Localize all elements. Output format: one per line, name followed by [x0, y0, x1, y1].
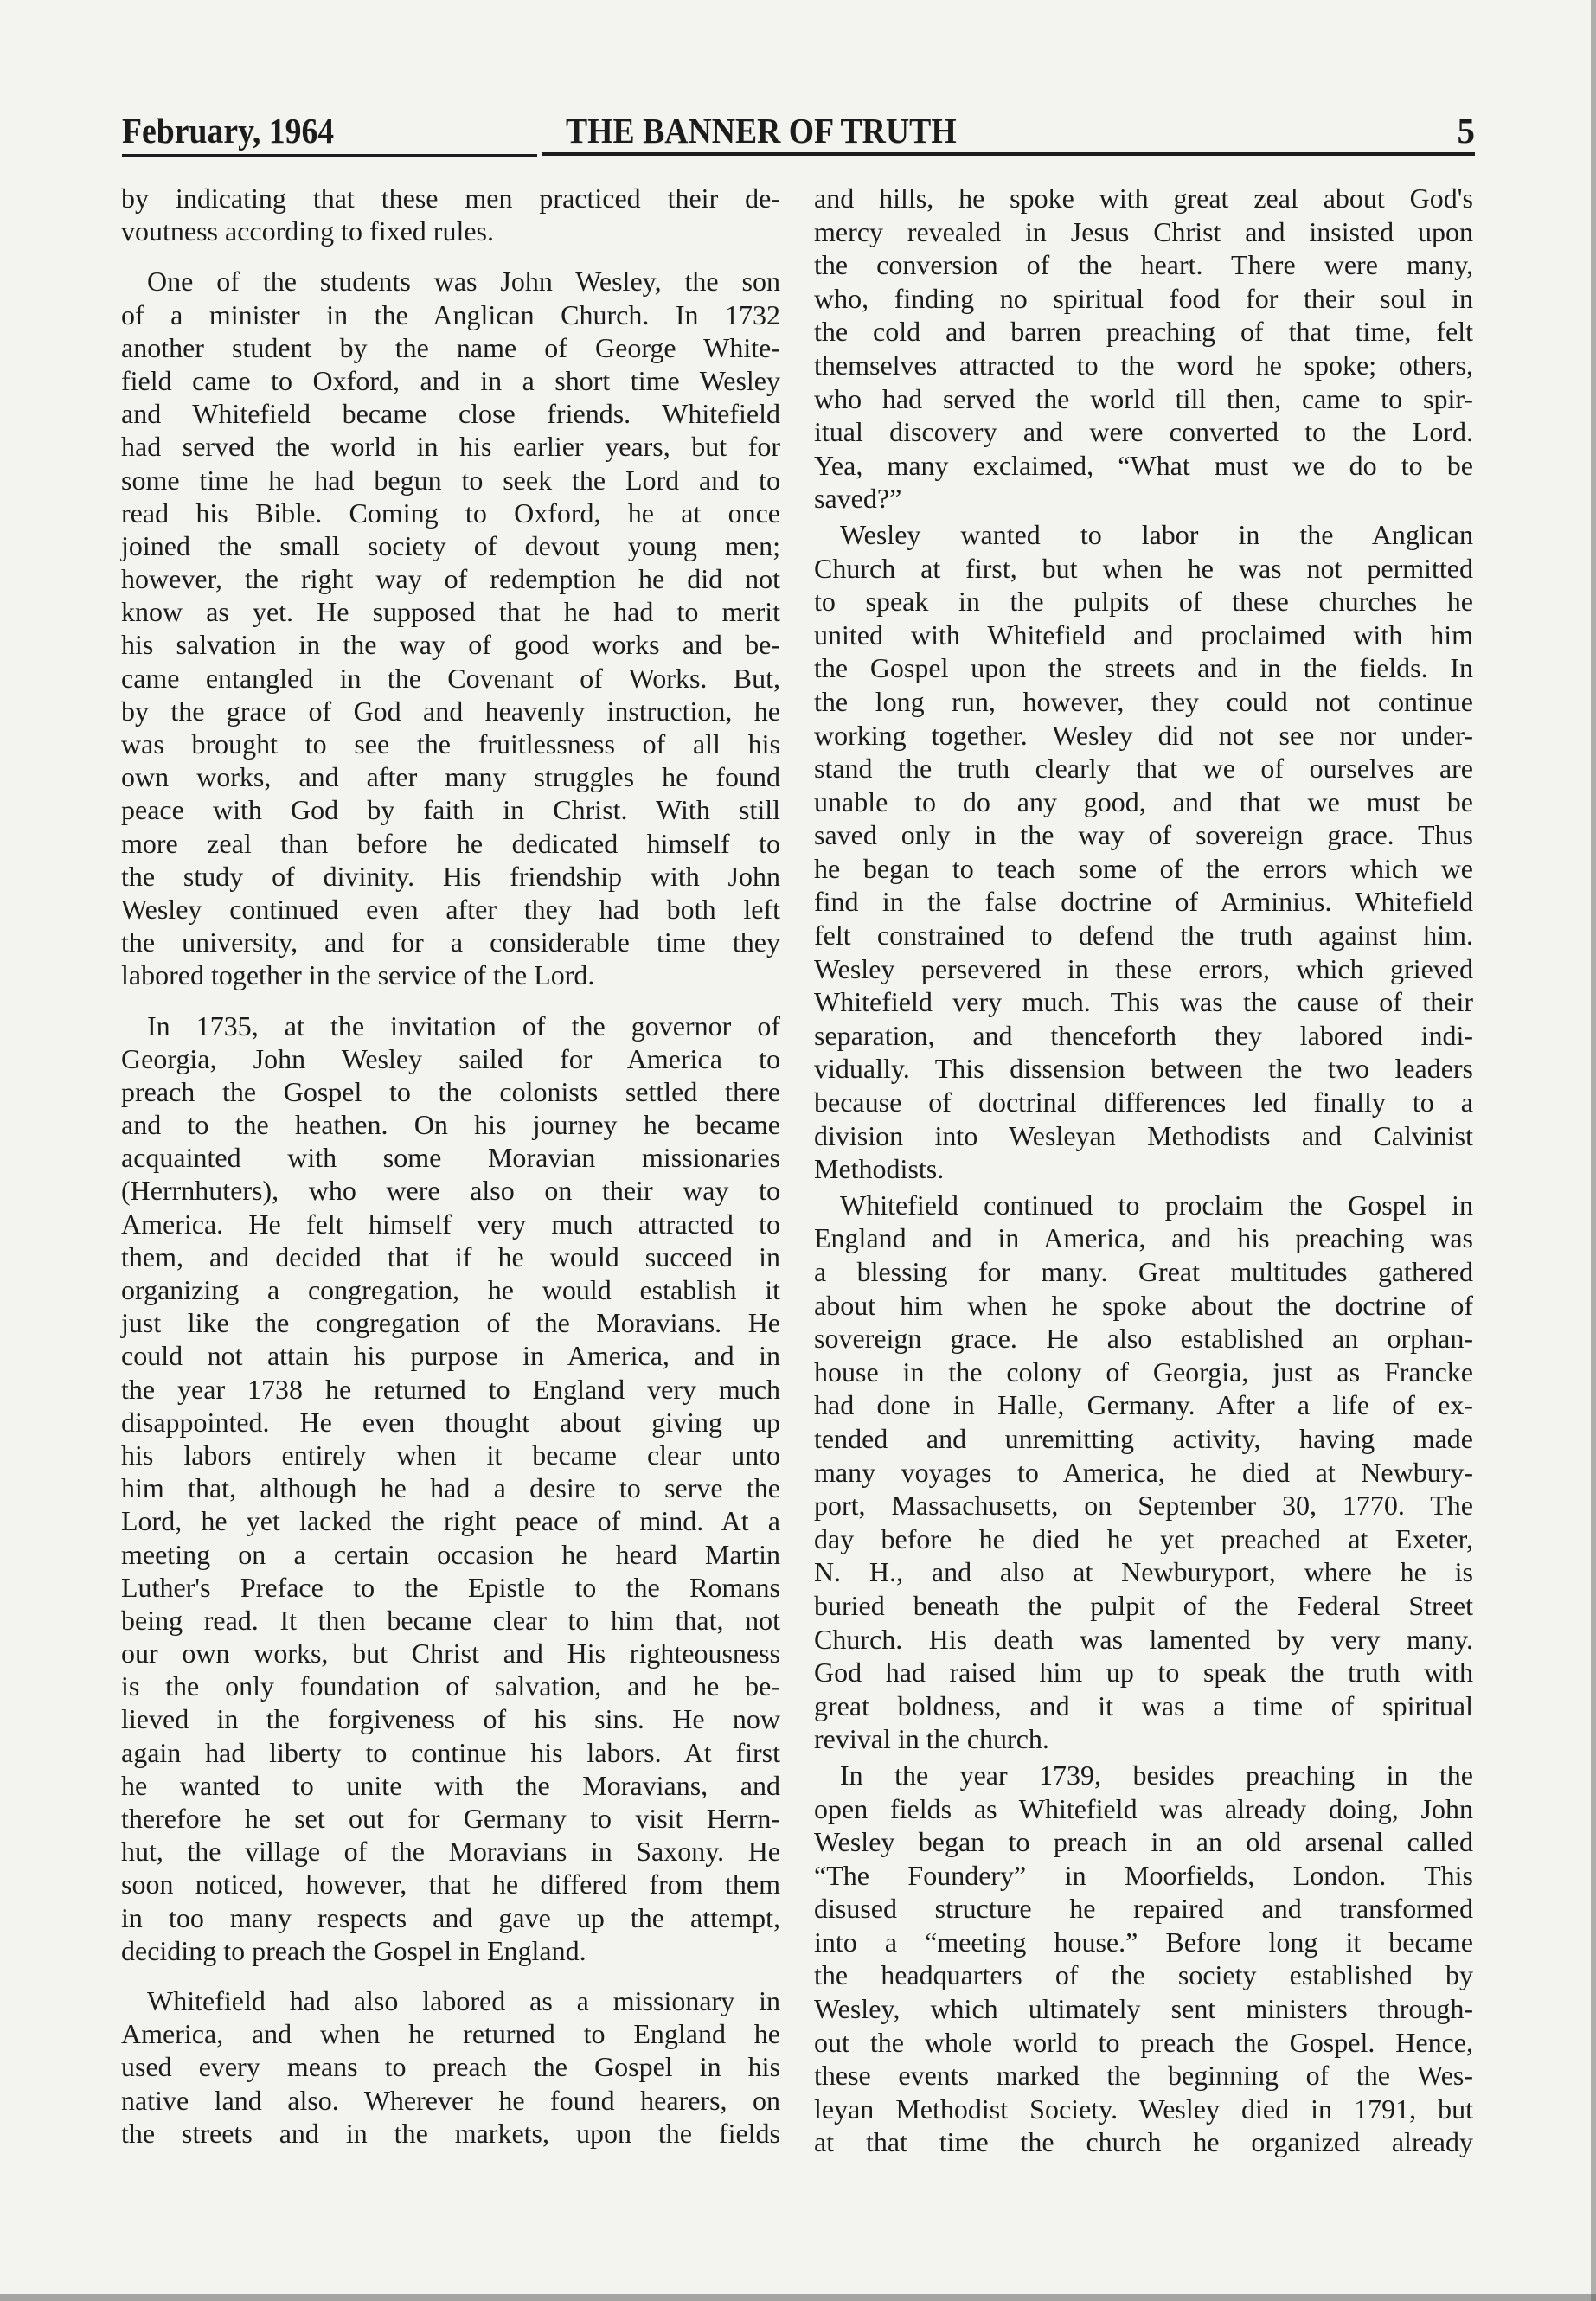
text-line: division into Wesleyan Methodists and Calvinist [814, 1119, 1473, 1151]
text-line: (Herrnhuters), who were also on their way to [121, 1175, 780, 1207]
text-line: preach the Gospel to the colonists settled there [121, 1075, 780, 1107]
text-line: Wesley wanted to labor in the Anglican [840, 518, 1473, 550]
text-line: another student by the name of George White- [121, 331, 780, 363]
text-line: tended and unremitting activity, having made [814, 1422, 1473, 1454]
paragraph [814, 1189, 1473, 1756]
text-line: “The Foundery” in Moorfields, London. This [814, 1859, 1473, 1891]
text-line: he wanted to unite with the Moravians, and [121, 1769, 780, 1801]
text-line: him that, although he had a desire to serve the [121, 1472, 780, 1504]
text-line: Wesley persevered in these errors, which grieved [814, 952, 1473, 984]
text-line: about him when he spoke about the doctrine of [814, 1289, 1473, 1321]
text-line: working together. Wesley did not see nor under- [814, 719, 1473, 751]
page-edge-shadow-bottom [0, 2294, 1596, 2301]
text-line: them, and decided that if he would succeed in [121, 1240, 780, 1272]
text-line: own works, and after many struggles he found [121, 761, 780, 793]
text-line: open fields as Whitefield was already doing, John [814, 1792, 1473, 1824]
text-line: Luther's Preface to the Epistle to the Romans [121, 1571, 780, 1603]
text-line: Church. His death was lamented by very many. [814, 1623, 1473, 1655]
text-line: meeting on a certain occasion he heard Martin [121, 1538, 780, 1570]
text-line: however, the right way of redemption he did not [121, 563, 780, 595]
text-line: to speak in the pulpits of these churches he [814, 586, 1473, 618]
text-line: is the only foundation of salvation, and he be- [121, 1670, 780, 1702]
text-line: the long run, however, they could not continue [814, 685, 1473, 717]
text-line: disappointed. He even thought about giving up [121, 1406, 780, 1438]
issue-date: February, 1964 [122, 111, 335, 151]
text-line: saved only in the way of sovereign grace. Thus [814, 819, 1473, 851]
text-line: Whitefield very much. This was the cause of their [814, 986, 1473, 1018]
text-line: Methodists. [814, 1153, 945, 1185]
text-line: united with Whitefield and proclaimed with him [814, 619, 1473, 651]
text-line: organizing a congregation, he would establish it [121, 1274, 780, 1305]
text-line: God had raised him up to speak the truth with [814, 1657, 1473, 1689]
text-line: soon noticed, however, that he differed from them [121, 1868, 780, 1900]
page-edge-shadow [1591, 0, 1596, 2301]
text-line: day before he died he yet preached at Exeter, [814, 1522, 1473, 1554]
text-line: leyan Methodist Society. Wesley died in 1791, but [814, 2093, 1473, 2125]
text-line: the conversion of the heart. There were many, [814, 249, 1473, 281]
text-line: labored together in the service of the Lord. [121, 959, 595, 991]
text-line: many voyages to America, he died at Newbury- [814, 1456, 1473, 1488]
text-line: the study of divinity. His friendship with John [121, 860, 780, 892]
text-line: a blessing for many. Great multitudes gathered [814, 1256, 1473, 1287]
text-line: One of the students was John Wesley, the son [147, 266, 780, 298]
text-line: sovereign grace. He also established an orphan- [814, 1323, 1473, 1355]
text-line: find in the false doctrine of Arminius. Whitefield [814, 886, 1473, 918]
text-line: his salvation in the way of good works and be- [121, 629, 780, 661]
publication-title: THE BANNER OF TRUTH [566, 111, 957, 151]
text-line: field came to Oxford, and in a short time Wesley [121, 364, 780, 396]
text-line: being read. It then became clear to him that, not [121, 1604, 780, 1636]
text-line: the cold and barren preaching of that time, felt [814, 316, 1473, 348]
paragraph [121, 1984, 780, 2150]
text-line: In 1735, at the invitation of the governor of [147, 1009, 780, 1042]
paragraph [814, 1759, 1473, 2159]
text-line: in too many respects and gave up the attempt, [121, 1901, 780, 1933]
text-line: because of doctrinal differences led finally to a [814, 1086, 1473, 1118]
text-line: Wesley, which ultimately sent ministers through- [814, 1993, 1473, 2025]
text-line: felt constrained to defend the truth against him. [814, 920, 1473, 952]
paragraph [121, 265, 780, 991]
left-column [121, 182, 780, 2167]
text-line: the Gospel upon the streets and in the fields. In [814, 652, 1473, 684]
text-line: our own works, but Christ and His righteousness [121, 1638, 780, 1670]
text-line: and to the heathen. On his journey he became [121, 1109, 780, 1141]
text-line: could not attain his purpose in America, and in [121, 1340, 780, 1372]
paragraph [814, 518, 1473, 1186]
text-line: America, and when he returned to England he [121, 2018, 780, 2050]
text-line: themselves attracted to the word he spoke; others, [814, 349, 1473, 381]
text-line: he began to teach some of the errors which we [814, 852, 1473, 884]
text-line: vidually. This dissension between the two leaders [814, 1053, 1473, 1085]
text-line: the headquarters of the society established by [814, 1959, 1473, 1991]
text-line: voutness according to fixed rules. [121, 215, 494, 247]
text-line: used every means to preach the Gospel in his [121, 2051, 780, 2083]
text-line: mercy revealed in Jesus Christ and insisted upon [814, 215, 1473, 247]
text-line: his labors entirely when it became clear unto [121, 1439, 780, 1471]
text-line: joined the small society of devout young men; [121, 529, 780, 561]
text-line: Whitefield had also labored as a missionary in [147, 1984, 780, 2016]
text-line: acquainted with some Moravian missionaries [121, 1142, 780, 1174]
right-column [814, 182, 1473, 2162]
text-line: In the year 1739, besides preaching in the [840, 1759, 1473, 1791]
text-line: had done in Halle, Germany. After a life of ex- [814, 1389, 1473, 1421]
text-line: Wesley began to preach in an old arsenal called [814, 1826, 1473, 1858]
page-number: 5 [1457, 111, 1475, 151]
text-line: at that time the church he organized already [814, 2126, 1473, 2158]
text-line: by the grace of God and heavenly instruction, he [121, 695, 780, 727]
text-line: native land also. Wherever he found hearers, on [121, 2084, 780, 2116]
text-line: peace with God by faith in Christ. With still [121, 794, 780, 826]
text-line: Lord, he yet lacked the right peace of mind. At a [121, 1505, 780, 1537]
text-line: port, Massachusetts, on September 30, 1770. The [814, 1490, 1473, 1522]
text-line: the streets and in the markets, upon the fields [121, 2117, 780, 2149]
paragraph [814, 182, 1473, 516]
text-line: America. He felt himself very much attracted to [121, 1208, 780, 1240]
text-line: N. H., and also at Newburyport, where he is [814, 1556, 1473, 1588]
text-line: hut, the village of the Moravians in Saxony. He [121, 1836, 780, 1868]
text-line: came entangled in the Covenant of Works. But, [121, 662, 780, 694]
paragraph [121, 1009, 780, 1967]
text-line: out the whole world to preach the Gospel. Hence, [814, 2026, 1473, 2058]
running-header [122, 109, 1475, 152]
text-line: Whitefield continued to proclaim the Gospel in [840, 1189, 1473, 1221]
text-line: Yea, many exclaimed, “What must we do to be [814, 449, 1473, 481]
text-line: stand the truth clearly that we of ourselves are [814, 753, 1473, 785]
text-line: again had liberty to continue his labors. At first [121, 1736, 780, 1768]
text-line: revival in the church. [814, 1723, 1049, 1755]
text-line: itual discovery and were converted to the Lord. [814, 416, 1473, 448]
text-line: lieved in the forgiveness of his sins. He now [121, 1703, 780, 1735]
text-line: who, finding no spiritual food for their soul in [814, 282, 1473, 314]
header-rule-left [122, 154, 537, 157]
text-line: Church at first, but when he was not permitted [814, 552, 1473, 584]
text-line: these events marked the beginning of the Wes- [814, 2060, 1473, 2092]
text-line: who had served the world till then, came to spir- [814, 382, 1473, 414]
text-line: Georgia, John Wesley sailed for America to [121, 1042, 780, 1074]
text-line: separation, and thenceforth they labored indi- [814, 1019, 1473, 1051]
text-line: Wesley continued even after they had both left [121, 893, 780, 925]
text-line: buried beneath the pulpit of the Federal Street [814, 1589, 1473, 1621]
text-line: therefore he set out for Germany to visit Herrn- [121, 1803, 780, 1834]
text-line: the university, and for a considerable time they [121, 926, 780, 958]
text-line: disused structure he repaired and transformed [814, 1893, 1473, 1925]
paragraph [121, 182, 780, 247]
header-rule-right [542, 152, 1475, 156]
text-line: just like the congregation of the Moravians. He [121, 1307, 780, 1339]
text-line: read his Bible. Coming to Oxford, he at once [121, 497, 780, 529]
text-line: more zeal than before he dedicated himself to [121, 827, 780, 859]
text-line: and hills, he spoke with great zeal about God's [814, 183, 1473, 214]
text-line: deciding to preach the Gospel in England. [121, 1934, 586, 1966]
text-line: by indicating that these men practiced their de- [121, 183, 780, 214]
text-line: saved?” [814, 483, 902, 515]
text-line: some time he had begun to seek the Lord and to [121, 464, 780, 496]
text-line: great boldness, and it was a time of spiritual [814, 1689, 1473, 1721]
text-line: and Whitefield became close friends. Whitefield [121, 398, 780, 430]
text-line: into a “meeting house.” Before long it became [814, 1926, 1473, 1958]
text-line: had served the world in his earlier years, but for [121, 431, 780, 463]
text-line: was brought to see the fruitlessness of all his [121, 728, 780, 760]
text-line: unable to do any good, and that we must be [814, 785, 1473, 817]
text-line: house in the colony of Georgia, just as Francke [814, 1356, 1473, 1388]
text-line: know as yet. He supposed that he had to merit [121, 596, 780, 628]
text-line: the year 1738 he returned to England very much [121, 1373, 780, 1405]
text-line: of a minister in the Anglican Church. In 1732 [121, 298, 780, 330]
text-line: England and in America, and his preaching was [814, 1222, 1473, 1254]
